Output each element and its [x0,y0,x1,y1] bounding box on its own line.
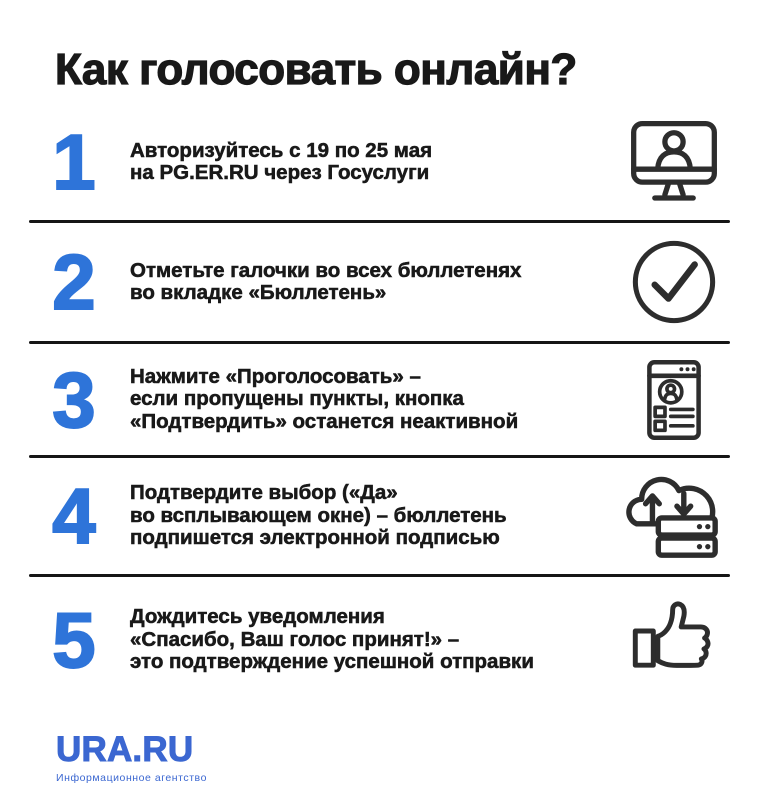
ballot-form-icon [618,345,730,455]
step-5-line-2: «Спасибо, Ваш голос принят!» – [130,627,460,651]
step-5-text [130,606,618,674]
step-2-line-1: Отметьте галочки во всех бюллетенях [130,258,522,282]
step-5-line-3: это подтверждение успешной отправки [130,650,534,674]
step-1 [0,104,760,220]
step-1-line-1: Авторизуйтесь с 19 по 25 мая [130,138,433,162]
step-5-number: 5 [52,596,96,684]
step-3-number: 3 [52,355,96,444]
cloud-upload-server-icon [618,461,730,571]
step-5 [0,577,760,703]
step-5-line-1: Дождитесь уведомления [130,605,385,629]
step-1-text [130,140,618,185]
step-4-line-2: во всплывающем окне) – бюллетень [130,503,507,527]
step-4-line-1: Подтвердите выбор («Да» [130,481,398,505]
step-3 [0,344,760,455]
page-title: Как голосовать онлайн? [55,45,577,94]
check-circle-icon [618,227,730,337]
step-2-number: 2 [52,238,96,326]
step-4-number: 4 [52,472,96,560]
monitor-user-icon [618,107,730,217]
step-2-line-2: во вкладке «Бюллетень» [130,281,387,304]
step-3-line-3: «Подтвердить» останется неактивной [130,409,519,433]
ura-ru-logo: URA.RU [56,730,194,769]
step-3-line-1: Нажмите «Проголосовать» – [130,364,421,388]
step-4-line-3: подпишется электронной подписью [130,526,500,550]
step-2 [0,223,760,341]
step-3-line-2: если пропущены пункты, кнопка [130,387,464,411]
step-1-line-2: на PG.ER.RU через Госуслуги [130,161,430,184]
step-4 [0,458,760,574]
step-1-number: 1 [52,118,96,206]
step-4-text [130,482,618,550]
logo-tagline: Информационное агентство [56,771,207,784]
thumbs-up-icon [618,585,730,695]
step-2-text [130,260,618,305]
step-3-text [130,366,618,434]
footer [56,731,207,784]
